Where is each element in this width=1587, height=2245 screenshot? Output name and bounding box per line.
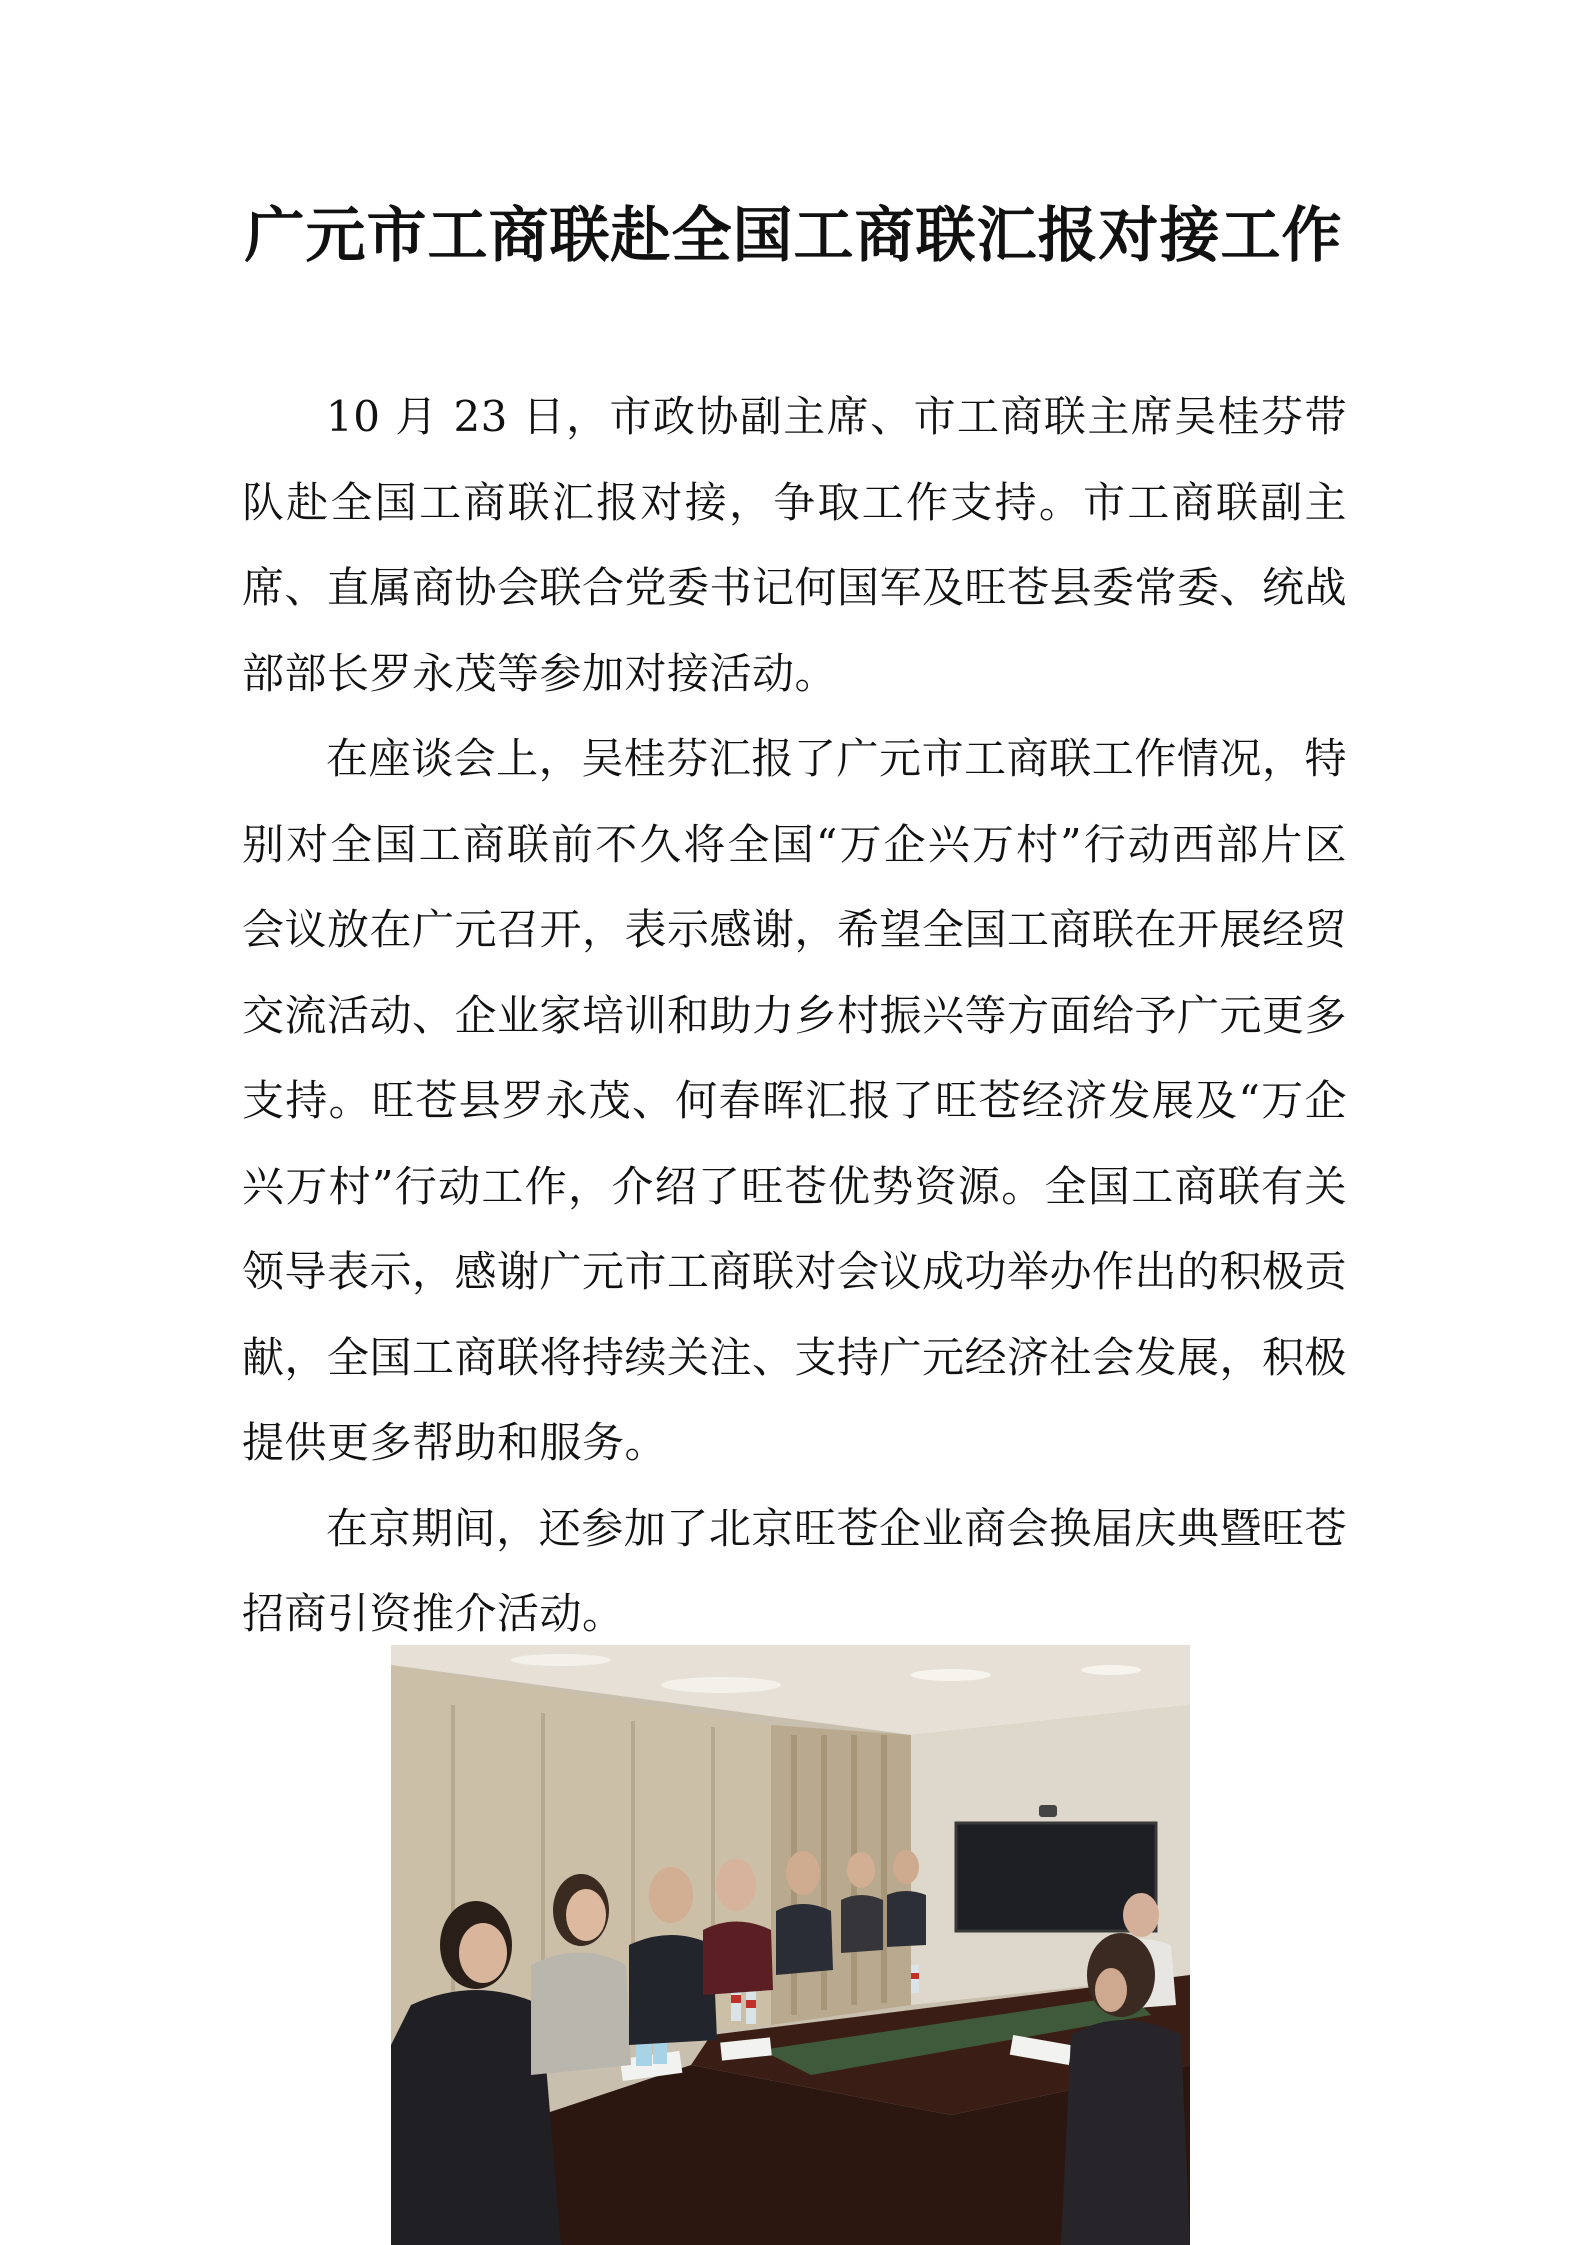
paragraph-3: 在京期间，还参加了北京旺苍企业商会换届庆典暨旺苍招商引资推介活动。 [242,1503,1347,1638]
paragraph-1: 10 月 23 日，市政协副主席、市工商联主席吴桂芬带队赴全国工商联汇报对接，争取工作支持。市工商联副主席、直属商协会联合党委书记何国军及旺苍县委常委、统战部部长罗永茂等参加对接活动。 [242,392,1348,698]
document-title: 广元市工商联赴全国工商联汇报对接工作 [244,201,1343,271]
paragraph-2: 在座谈会上，吴桂芬汇报了广元市工商联工作情况，特别对全国工商联前不久将全国“万企兴万村”行动西部片区会议放在广元召开，表示感谢，希望全国工商联在开展经贸交流活动、企业家培训和助力乡村振兴等方面给予广元更多支持。旺苍县罗永茂、何春晖汇报了旺苍经济发展及“万企兴万村”行动工作，介绍了旺苍优势资源。全国工商联有关领导表示，感谢广元市工商联对会议成功举办作出的积极贡献，全国工商联将持续关注、支持广元经济社会发展，积极提供更多帮助和服务。 [242,734,1348,1467]
document-body [242,374,1347,1657]
meeting-photo [391,1645,1190,2245]
